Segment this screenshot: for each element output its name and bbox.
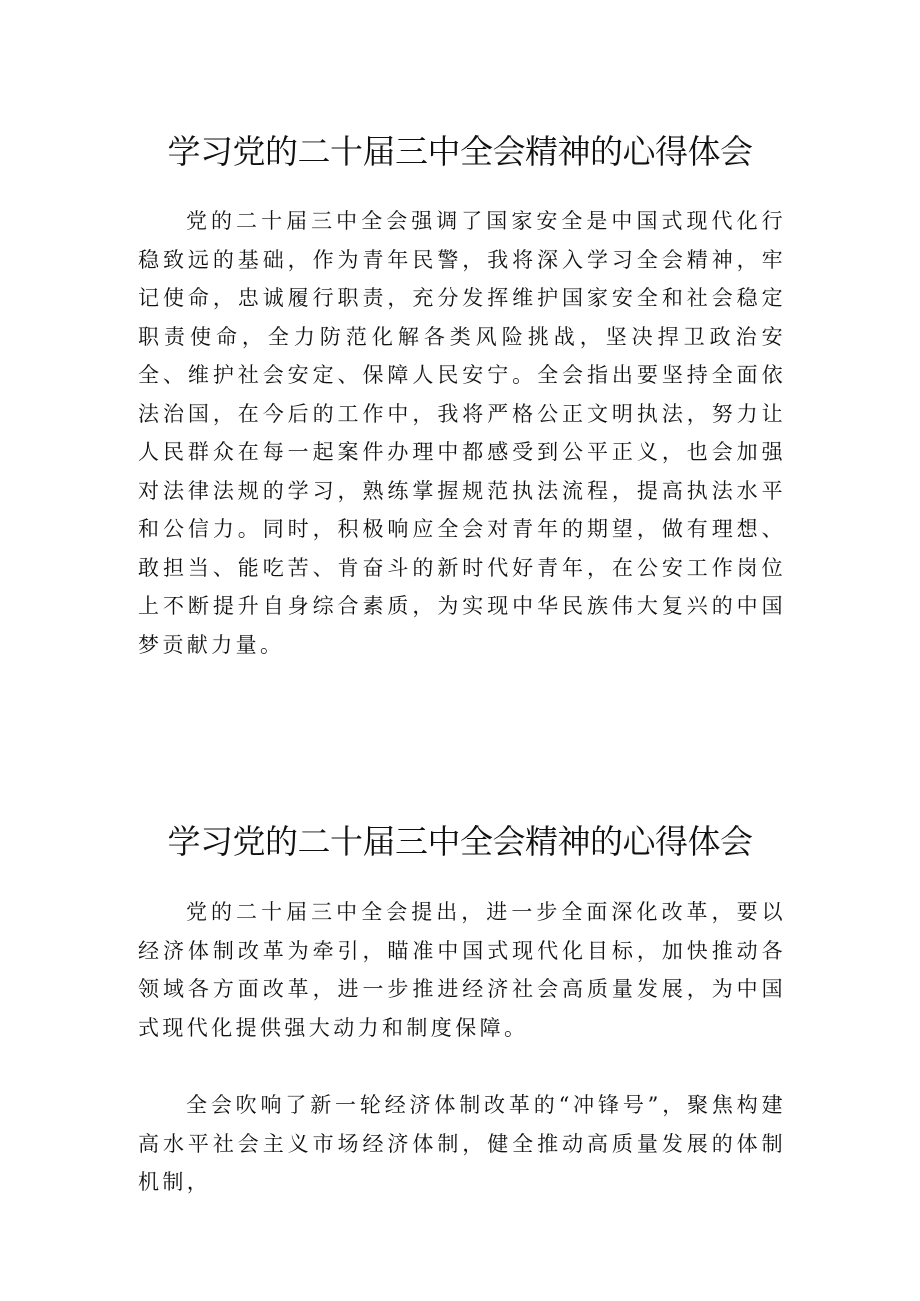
- article-paragraph: 党的二十届三中全会提出，进一步全面深化改革，要以经济体制改革为牵引，瞄准中国式现代化目标，加快推动各领域各方面改革，进一步推进经济社会高质量发展，为中国式现代化提供强大动力和制度保障。: [138, 900, 786, 1040]
- article-title: 学习党的二十届三中全会精神的心得体会: [167, 822, 753, 862]
- article-paragraph: 全会吹响了新一轮经济体制改革的“冲锋号”，聚焦构建高水平社会主义市场经济体制，健全推动高质量发展的体制机制，: [138, 1093, 786, 1194]
- article-title: 学习党的二十届三中全会精神的心得体会: [167, 132, 753, 172]
- article-paragraph: 党的二十届三中全会强调了国家安全是中国式现代化行稳致远的基础，作为青年民警，我将深入学习全会精神，牢记使命，忠诚履行职责，充分发挥维护国家安全和社会稳定职责使命，全力防范化解各类风险挑战，坚决捍卫政治安全、维护社会安定、保障人民安宁。全会指出要坚持全面依法治国，在今后的工作中，我将严格公正文明执法，努力让人民群众在每一起案件办理中都感受到公平正义，也会加强对法律法规的学习，熟练掌握规范执法流程，提高执法水平和公信力。同时，积极响应全会对青年的期望，做有理想、敢担当、能吃苦、肯奋斗的新时代好青年，在公安工作岗位上不断提升自身综合素质，为实现中华民族伟大复兴的中国梦贡献力量。: [138, 209, 786, 657]
